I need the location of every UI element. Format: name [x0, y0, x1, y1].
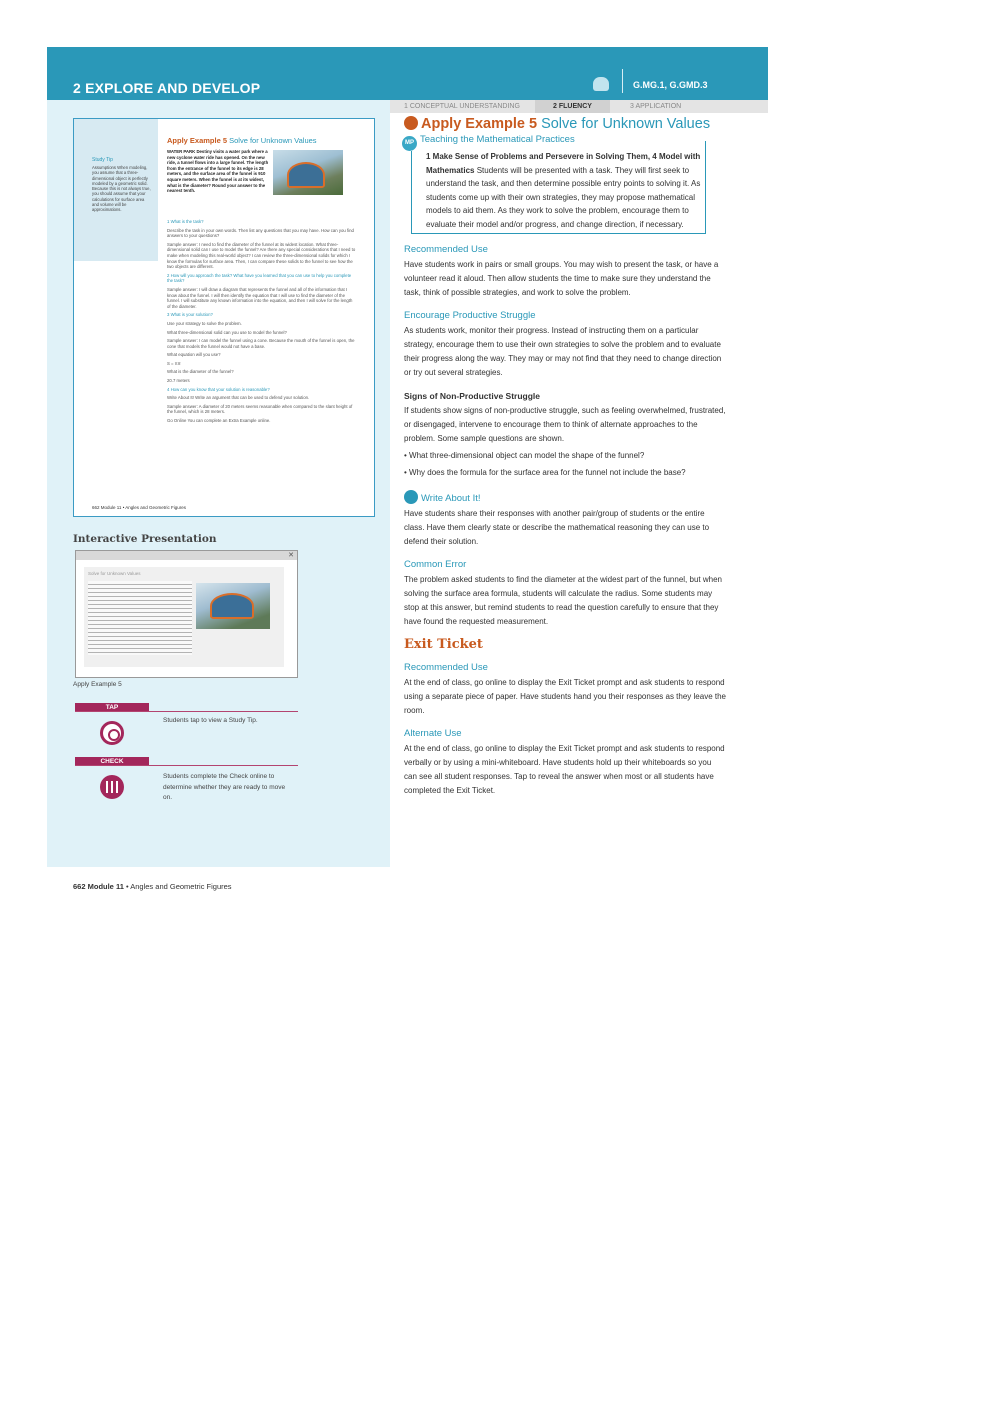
- alternate-use-text: At the end of class, go online to display the Exit Ticket prompt and ask students to respond verbally or by using a mini-whiteboard. Have students hold up their whiteboards so you can see all student responses. Tap to reveal the answer when most or all students have completed the Exit Ticket.: [404, 744, 725, 795]
- write-about-it-text: Have students share their responses with another pair/group of students or the entire class. Have them clearly state or describe the mathematical reasoning they can use to defend their solution.: [404, 509, 710, 546]
- window-titlebar: [76, 551, 297, 560]
- exit-recommended-heading: Recommended Use: [404, 662, 488, 673]
- tap-icon: [100, 721, 124, 745]
- study-tip-heading: Study Tip: [92, 157, 113, 163]
- productive-struggle-text: As students work, monitor their progress. Instead of instructing them on a particular strategy, encourage them to use their own strategies to solve the problem and to evaluate their progress along the way. They may or may not find that they need to change direction or try out several strategies.: [404, 326, 722, 377]
- student-page-footer: 662 Module 11 • Angles and Geometric Figures: [92, 505, 187, 510]
- pencil-icon: [404, 490, 418, 504]
- card-title: Solve for Unknown Values: [88, 571, 141, 576]
- math-practices-box: [405, 134, 706, 234]
- close-icon[interactable]: ✕: [288, 552, 294, 559]
- study-tip-text: Assumptions When modeling, you assume that a three-dimensional object is perfectly modeled by a geometric solid. Because this is not always true, you should assume that your calculations for surface area and volume will be approximations.: [92, 165, 151, 213]
- tab-conceptual: 1 CONCEPTUAL UNDERSTANDING: [404, 103, 520, 110]
- tap-badge: TAP: [75, 703, 149, 712]
- group-icon: [593, 77, 609, 91]
- header-divider: [622, 69, 623, 93]
- standards-label: G.MG.1, G.GMD.3: [633, 80, 708, 90]
- teacher-notes: [404, 116, 726, 798]
- student-page-body: 1 What is the task? Describe the task in your own words. Then list any questions that you may have. How can you find answers to your questions? Sample answer: I need to find the diameter of the funnel at its widest location. What three-dimensional solid can I use to model the funnel? Are there any special considerations that I need to make when modeling this real-world object? I can review the three-dimensional solids for which I know the formulas for surface area. Then, I can compare these solids to the funnel to see how the two objects are different. 2 How will you approach the task? What have you learned that you can use to help you complete the task? Sample answer: I will draw a diagram that represents the funnel and all of the information that I know about the funnel. I will then identify the equation that I will use to find the diameter of the funnel. I will substitute any known information into the equation, and then I will solve for the length of the diameter. 3 What is your solution? Use your strategy to solve the problem. What three-dimensional solid can you use to model the funnel? Sample answer: I can model the funnel using a cone. Because the mouth of the funnel is open, the cone that models the funnel would not have a base. What equation will you use? S = πrℓ What is the diameter of the funnel? 20.7 meters 4 How can you know that your solution is reasonable? Write About It! Write an argument that can be used to defend your solution. Sample answer: A diameter of 20 meters seems reasonable when compared to the slant height of the funnel, which is 28 meters. Go Online You can complete an Extra Example online.: [167, 219, 356, 424]
- question-bullet: • Why does the formula for the surface area for the funnel not include the base?: [404, 468, 686, 477]
- presentation-card: [84, 567, 284, 667]
- check-text: Students complete the Check online to determine whether they are ready to move on.: [163, 773, 286, 801]
- mp-icon: MP: [402, 136, 417, 151]
- exit-ticket-title: Exit Ticket: [404, 637, 483, 652]
- interactive-window: [75, 550, 298, 678]
- student-problem-intro: WATER PARK Destiny visits a water park where a new cyclone water ride has opened. On the new ride, a tunnel flows into a large funnel. The length from the entrance of the funnel to its edge is 28 meters, and the surface area of the funnel is 910 square meters. When the funnel is at its widest, what is the diameter? Round your answer to the nearest tenth.: [167, 149, 269, 194]
- tab-fluency: 2 FLUENCY: [535, 100, 610, 113]
- presentation-caption: Apply Example 5: [73, 681, 122, 688]
- page-footer: 662 Module 11 • Angles and Geometric Figures: [73, 882, 232, 891]
- apply-example-title: Apply Example 5 Solve for Unknown Values: [404, 116, 726, 133]
- non-productive-text: If students show signs of non-productive struggle, such as feeling overwhelmed, frustrated, or disengaged, intervene to encourage them to think of alternate approaches to the problem. Some sample questions are shown.: [404, 406, 726, 443]
- student-page-thumbnail: [73, 118, 375, 517]
- write-about-it-heading: Write About It!: [404, 490, 726, 505]
- tap-text: Students tap to view a Study Tip.: [163, 717, 258, 724]
- card-photo: [196, 583, 270, 629]
- math-practices-heading: MP Teaching the Mathematical Practices: [402, 134, 581, 151]
- student-apply-title: Apply Example 5 Solve for Unknown Values: [167, 136, 317, 145]
- non-productive-heading: Signs of Non-Productive Struggle: [404, 391, 541, 401]
- rigor-tabs: [390, 100, 768, 113]
- productive-struggle-heading: Encourage Productive Struggle: [404, 310, 536, 321]
- alternate-use-heading: Alternate Use: [404, 728, 462, 739]
- section-header: [47, 47, 768, 100]
- math-practices-text: 1 Make Sense of Problems and Persevere in Solving Them, 4 Model with Mathematics Students will be presented with a task. They will first seek to understand the task, and then determine possible entry points to solving it. As students come up with their own strategies, they may propose mathematical models to aid them. As they work to solve the problem, encourage them to evaluate their model and/or progress, and change direction, if necessary.: [426, 152, 701, 229]
- common-error-heading: Common Error: [404, 559, 467, 570]
- recommended-use-text: Have students work in pairs or small groups. You may wish to present the task, or have a volunteer read it aloud. Then allow students the time to make sure they understand the task, think of possible strategies, and work to solve the problem.: [404, 260, 719, 297]
- interactive-presentation-heading: Interactive Presentation: [73, 533, 217, 545]
- tab-application: 3 APPLICATION: [630, 103, 682, 110]
- check-badge: CHECK: [75, 757, 149, 766]
- tap-divider: [75, 711, 298, 712]
- question-bullet: • What three-dimensional object can model the shape of the funnel?: [404, 451, 645, 460]
- exit-recommended-text: At the end of class, go online to display the Exit Ticket prompt and ask students to respond using a separate piece of paper. Have students hand you their responses as they leave the room.: [404, 678, 726, 715]
- water-park-photo: [273, 150, 343, 195]
- recommended-use-heading: Recommended Use: [404, 244, 488, 255]
- globe-icon: [404, 116, 418, 130]
- check-chart-icon: [100, 775, 124, 799]
- card-text: [88, 581, 192, 655]
- check-divider: [75, 765, 298, 766]
- section-title: 2 EXPLORE AND DEVELOP: [73, 80, 261, 96]
- common-error-text: The problem asked students to find the diameter at the widest part of the funnel, but when solving the surface area formula, students will calculate the radius. Some students may stop at this answer, but remind students to read the question carefully to ensure that they have found the requested measurement.: [404, 575, 722, 626]
